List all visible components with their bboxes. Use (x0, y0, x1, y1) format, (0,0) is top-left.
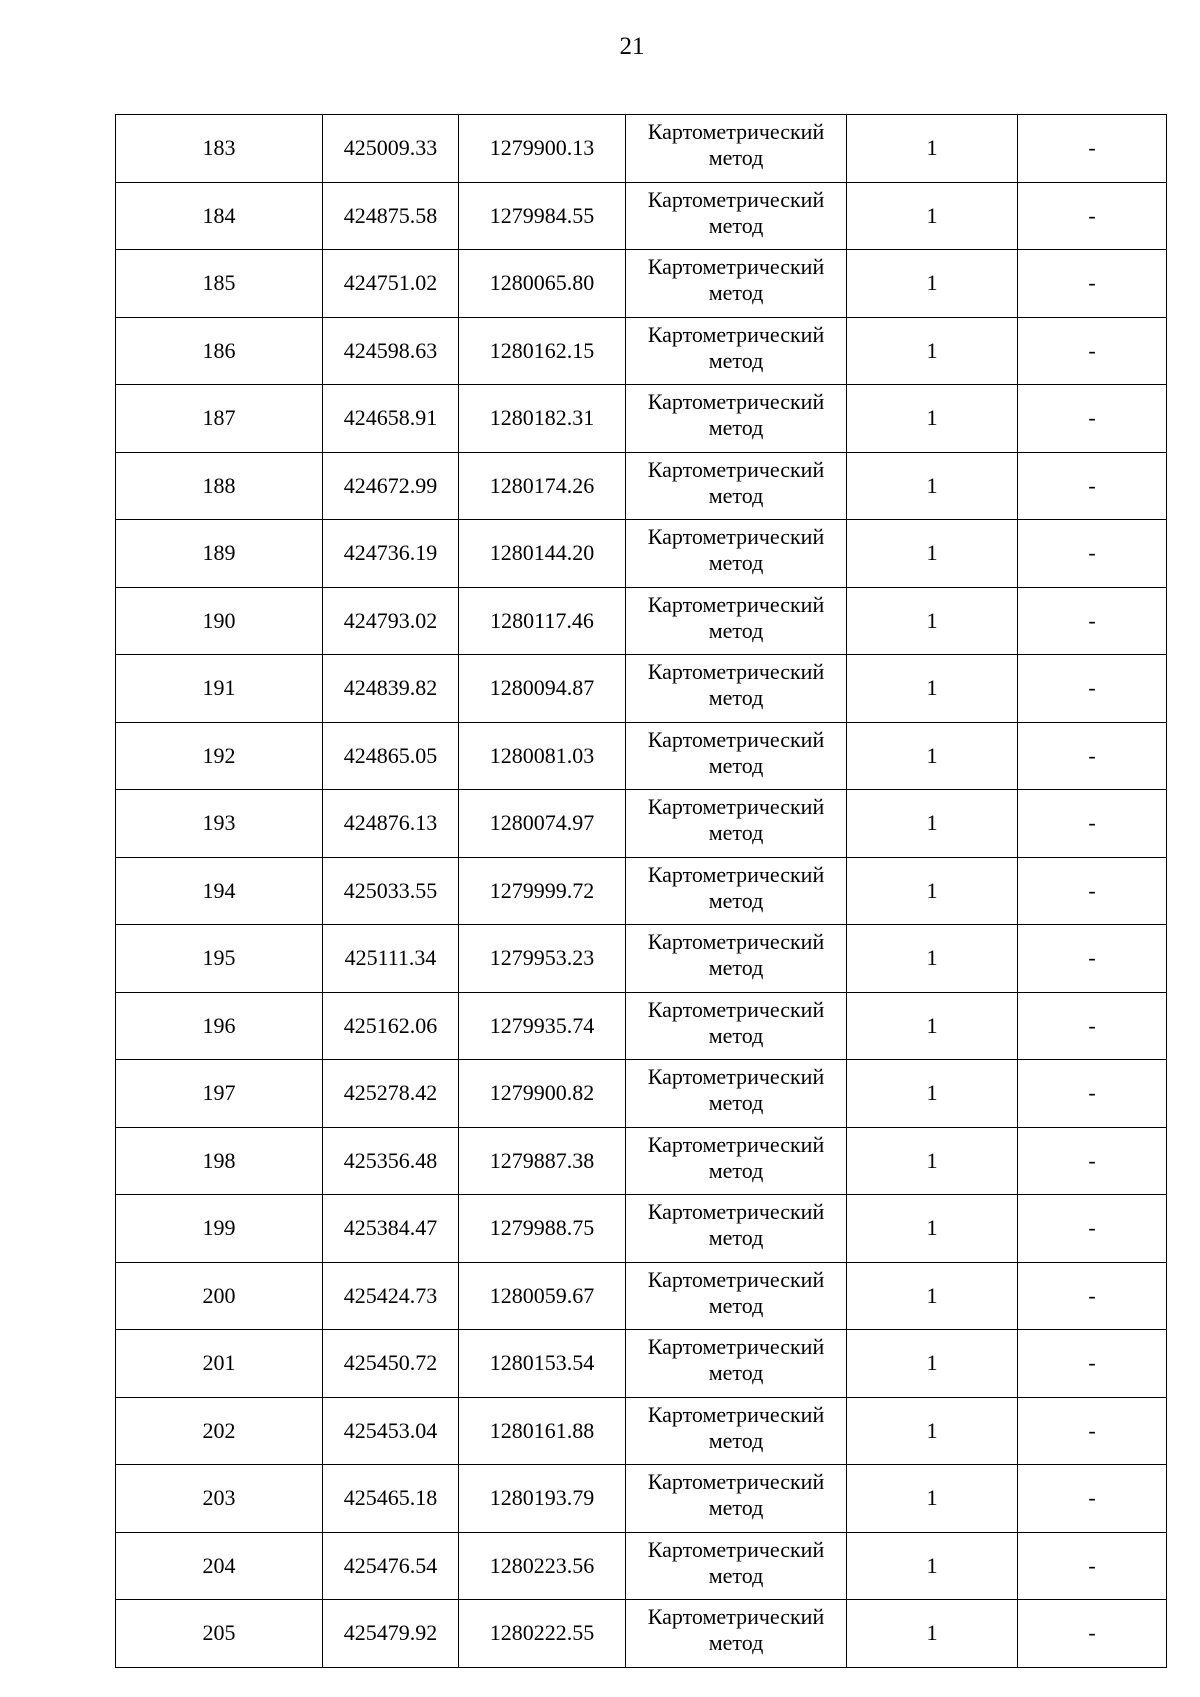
point-number-cell: 184 (116, 182, 323, 250)
point-number-cell: 197 (116, 1060, 323, 1128)
table-row (116, 722, 1167, 790)
x-coordinate-cell: 425450.72 (323, 1330, 459, 1398)
table-row (116, 115, 1167, 183)
x-coordinate-cell: 424839.82 (323, 655, 459, 723)
y-coordinate-cell: 1280117.46 (459, 587, 626, 655)
coordinates-table (115, 114, 1167, 1668)
accuracy-cell: 1 (847, 1127, 1018, 1195)
point-number-cell: 189 (116, 520, 323, 588)
accuracy-cell: 1 (847, 1330, 1018, 1398)
x-coordinate-cell: 425476.54 (323, 1532, 459, 1600)
x-coordinate-cell: 425424.73 (323, 1262, 459, 1330)
y-coordinate-cell: 1280081.03 (459, 722, 626, 790)
x-coordinate-cell: 425465.18 (323, 1465, 459, 1533)
y-coordinate-cell: 1280162.15 (459, 317, 626, 385)
table-row (116, 182, 1167, 250)
y-coordinate-cell: 1279988.75 (459, 1195, 626, 1263)
x-coordinate-cell: 425453.04 (323, 1397, 459, 1465)
x-coordinate-cell: 424751.02 (323, 250, 459, 318)
accuracy-cell: 1 (847, 1532, 1018, 1600)
note-cell: - (1018, 722, 1167, 790)
accuracy-cell: 1 (847, 790, 1018, 858)
method-cell: Картометрический метод (626, 452, 847, 520)
accuracy-cell: 1 (847, 1397, 1018, 1465)
accuracy-cell: 1 (847, 520, 1018, 588)
y-coordinate-cell: 1280174.26 (459, 452, 626, 520)
accuracy-cell: 1 (847, 925, 1018, 993)
point-number-cell: 185 (116, 250, 323, 318)
note-cell: - (1018, 1465, 1167, 1533)
method-cell: Картометрический метод (626, 1600, 847, 1668)
note-cell: - (1018, 317, 1167, 385)
x-coordinate-cell: 424672.99 (323, 452, 459, 520)
point-number-cell: 187 (116, 385, 323, 453)
table-row (116, 385, 1167, 453)
point-number-cell: 202 (116, 1397, 323, 1465)
method-cell: Картометрический метод (626, 317, 847, 385)
accuracy-cell: 1 (847, 385, 1018, 453)
coordinates-table-body (116, 115, 1167, 1668)
method-cell: Картометрический метод (626, 1195, 847, 1263)
point-number-cell: 191 (116, 655, 323, 723)
point-number-cell: 203 (116, 1465, 323, 1533)
point-number-cell: 192 (116, 722, 323, 790)
y-coordinate-cell: 1280223.56 (459, 1532, 626, 1600)
note-cell: - (1018, 790, 1167, 858)
table-row (116, 790, 1167, 858)
y-coordinate-cell: 1280182.31 (459, 385, 626, 453)
method-cell: Картометрический метод (626, 587, 847, 655)
accuracy-cell: 1 (847, 587, 1018, 655)
point-number-cell: 199 (116, 1195, 323, 1263)
x-coordinate-cell: 425009.33 (323, 115, 459, 183)
method-cell: Картометрический метод (626, 1127, 847, 1195)
x-coordinate-cell: 424875.58 (323, 182, 459, 250)
note-cell: - (1018, 1600, 1167, 1668)
method-cell: Картометрический метод (626, 182, 847, 250)
accuracy-cell: 1 (847, 250, 1018, 318)
x-coordinate-cell: 425033.55 (323, 857, 459, 925)
accuracy-cell: 1 (847, 655, 1018, 723)
note-cell: - (1018, 182, 1167, 250)
y-coordinate-cell: 1279935.74 (459, 992, 626, 1060)
method-cell: Картометрический метод (626, 1330, 847, 1398)
note-cell: - (1018, 655, 1167, 723)
note-cell: - (1018, 452, 1167, 520)
method-cell: Картометрический метод (626, 1465, 847, 1533)
y-coordinate-cell: 1280144.20 (459, 520, 626, 588)
note-cell: - (1018, 1532, 1167, 1600)
x-coordinate-cell: 425356.48 (323, 1127, 459, 1195)
method-cell: Картометрический метод (626, 925, 847, 993)
y-coordinate-cell: 1280153.54 (459, 1330, 626, 1398)
note-cell: - (1018, 1195, 1167, 1263)
x-coordinate-cell: 425278.42 (323, 1060, 459, 1128)
point-number-cell: 190 (116, 587, 323, 655)
table-row (116, 1330, 1167, 1398)
accuracy-cell: 1 (847, 857, 1018, 925)
y-coordinate-cell: 1279887.38 (459, 1127, 626, 1195)
note-cell: - (1018, 1330, 1167, 1398)
x-coordinate-cell: 424598.63 (323, 317, 459, 385)
table-row (116, 520, 1167, 588)
point-number-cell: 205 (116, 1600, 323, 1668)
note-cell: - (1018, 1060, 1167, 1128)
point-number-cell: 183 (116, 115, 323, 183)
y-coordinate-cell: 1280074.97 (459, 790, 626, 858)
accuracy-cell: 1 (847, 1262, 1018, 1330)
table-row (116, 1532, 1167, 1600)
x-coordinate-cell: 424876.13 (323, 790, 459, 858)
point-number-cell: 198 (116, 1127, 323, 1195)
point-number-cell: 195 (116, 925, 323, 993)
x-coordinate-cell: 425479.92 (323, 1600, 459, 1668)
table-row (116, 1465, 1167, 1533)
method-cell: Картометрический метод (626, 722, 847, 790)
accuracy-cell: 1 (847, 1060, 1018, 1128)
accuracy-cell: 1 (847, 992, 1018, 1060)
y-coordinate-cell: 1280193.79 (459, 1465, 626, 1533)
method-cell: Картометрический метод (626, 1262, 847, 1330)
y-coordinate-cell: 1280059.67 (459, 1262, 626, 1330)
table-row (116, 587, 1167, 655)
point-number-cell: 194 (116, 857, 323, 925)
method-cell: Картометрический метод (626, 655, 847, 723)
table-row (116, 1262, 1167, 1330)
note-cell: - (1018, 115, 1167, 183)
x-coordinate-cell: 425162.06 (323, 992, 459, 1060)
note-cell: - (1018, 857, 1167, 925)
accuracy-cell: 1 (847, 722, 1018, 790)
table-row (116, 452, 1167, 520)
table-row (116, 1127, 1167, 1195)
page-number: 21 (619, 33, 645, 60)
note-cell: - (1018, 1397, 1167, 1465)
table-row (116, 857, 1167, 925)
note-cell: - (1018, 385, 1167, 453)
note-cell: - (1018, 250, 1167, 318)
accuracy-cell: 1 (847, 452, 1018, 520)
x-coordinate-cell: 424658.91 (323, 385, 459, 453)
table-row (116, 992, 1167, 1060)
note-cell: - (1018, 925, 1167, 993)
method-cell: Картометрический метод (626, 250, 847, 318)
table-row (116, 317, 1167, 385)
x-coordinate-cell: 424736.19 (323, 520, 459, 588)
table-row (116, 655, 1167, 723)
point-number-cell: 200 (116, 1262, 323, 1330)
note-cell: - (1018, 520, 1167, 588)
method-cell: Картометрический метод (626, 992, 847, 1060)
method-cell: Картометрический метод (626, 115, 847, 183)
x-coordinate-cell: 425111.34 (323, 925, 459, 993)
method-cell: Картометрический метод (626, 857, 847, 925)
table-row (116, 1600, 1167, 1668)
accuracy-cell: 1 (847, 182, 1018, 250)
y-coordinate-cell: 1280065.80 (459, 250, 626, 318)
y-coordinate-cell: 1280094.87 (459, 655, 626, 723)
method-cell: Картометрический метод (626, 520, 847, 588)
x-coordinate-cell: 425384.47 (323, 1195, 459, 1263)
note-cell: - (1018, 587, 1167, 655)
accuracy-cell: 1 (847, 1195, 1018, 1263)
method-cell: Картометрический метод (626, 1532, 847, 1600)
y-coordinate-cell: 1279953.23 (459, 925, 626, 993)
point-number-cell: 188 (116, 452, 323, 520)
accuracy-cell: 1 (847, 317, 1018, 385)
y-coordinate-cell: 1280222.55 (459, 1600, 626, 1668)
table-row (116, 250, 1167, 318)
table-row (116, 1060, 1167, 1128)
note-cell: - (1018, 1127, 1167, 1195)
point-number-cell: 204 (116, 1532, 323, 1600)
table-row (116, 925, 1167, 993)
y-coordinate-cell: 1279900.13 (459, 115, 626, 183)
method-cell: Картометрический метод (626, 385, 847, 453)
y-coordinate-cell: 1279984.55 (459, 182, 626, 250)
table-row (116, 1195, 1167, 1263)
method-cell: Картометрический метод (626, 1397, 847, 1465)
point-number-cell: 196 (116, 992, 323, 1060)
x-coordinate-cell: 424793.02 (323, 587, 459, 655)
accuracy-cell: 1 (847, 1465, 1018, 1533)
accuracy-cell: 1 (847, 1600, 1018, 1668)
accuracy-cell: 1 (847, 115, 1018, 183)
point-number-cell: 201 (116, 1330, 323, 1398)
y-coordinate-cell: 1279999.72 (459, 857, 626, 925)
note-cell: - (1018, 992, 1167, 1060)
x-coordinate-cell: 424865.05 (323, 722, 459, 790)
note-cell: - (1018, 1262, 1167, 1330)
y-coordinate-cell: 1280161.88 (459, 1397, 626, 1465)
method-cell: Картометрический метод (626, 790, 847, 858)
method-cell: Картометрический метод (626, 1060, 847, 1128)
point-number-cell: 186 (116, 317, 323, 385)
table-row (116, 1397, 1167, 1465)
point-number-cell: 193 (116, 790, 323, 858)
y-coordinate-cell: 1279900.82 (459, 1060, 626, 1128)
